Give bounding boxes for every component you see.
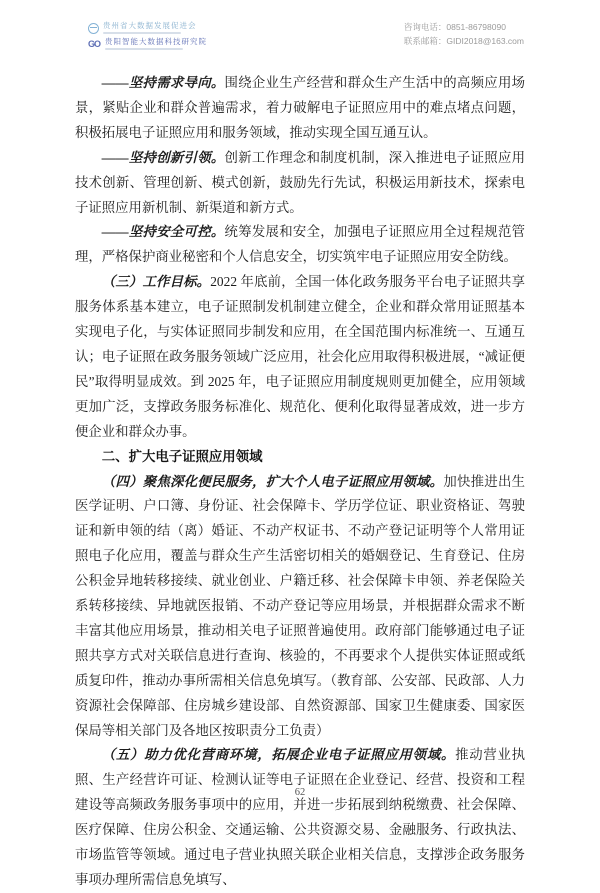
section-heading-expand-application: 二、扩大电子证照应用领域 <box>101 448 263 464</box>
paragraph-business-licenses <box>75 743 525 892</box>
paragraph-innovation-led <box>75 146 525 221</box>
paragraph-text: 加快推进出生医学证明、户口簿、身份证、社会保障卡、学历学位证、职业资格证、驾驶证和新申领的结（离）婚证、不动产权证书、不动产登记证明等个人常用证照电子化应用，覆盖与群众生产生活密切相关的婚姻登记、生育登记、住房公积金异地转移接续、就业创业、户籍迁移、社会保障卡申领、养老保险关系转移接续、异地就医报销、不动产登记等应用场景，并根据群众需求不断丰富其他应用场景，推动相关电子证照普遍使用。政府部门能够通过电子证照共享方式对关联信息进行查询、核验的，不再要求个人提供实体证照或纸质复印件，推动办事所需相关信息免填写。（教育部、公安部、民政部、人力资源社会保障部、住房城乡建设部、自然资源部、国家卫生健康委、国家医保局等相关部门及各地区按职责分工负责） <box>75 473 526 738</box>
paragraph-lead: ——坚持需求导向。 <box>101 75 225 90</box>
document-body <box>75 71 525 893</box>
contact-info <box>404 22 524 47</box>
paragraph-lead: ——坚持安全可控。 <box>101 224 225 240</box>
paragraph-demand-oriented <box>75 71 525 146</box>
paragraph-text: 围绕企业生产经营和群众生产生活中的高频应用场景，紧贴企业和群众普遍需求，着力破解电子证照应用中的难点堵点问题，积极拓展电子证照应用和服务领域，推动实现全国互通互认。 <box>75 75 526 140</box>
paragraph-text: 创新工作理念和制度机制，深入推进电子证照应用技术创新、管理创新、模式创新，鼓励先行先试，积极运用新技术，探索电子证照应用新机制、新渠道和新方式。 <box>75 149 526 215</box>
paragraph-text: 统筹发展和安全，加强电子证照应用全过程规范管理，严格保护商业秘密和个人信息安全，切实筑牢电子证照应用安全防线。 <box>75 224 526 265</box>
logo-block <box>88 22 207 50</box>
institute-name: 贵阳智能大数据科技研究院 <box>105 37 207 46</box>
page-header <box>88 22 524 50</box>
go-logo-icon: GO <box>88 38 101 49</box>
paragraph-lead: （三）工作目标。 <box>101 274 211 290</box>
paragraph-text: 2022 年底前，全国一体化政务服务平台电子证照共享服务体系基本建立，电子证照制发机制建立健全，企业和群众常用证照基本实现电子化，与实体证照同步制发和应用，在全国范围内标准统一、互通互认；电子证照在政务服务领域广泛应用，社会化应用取得积极进展，“减证便民”取得明显成效。到 2025 年，电子证照应用制度规则更加健全，应用领域更加广泛，支撑政务服务标准化、规范化、便利化取得显著成效，进一步方便企业和群众办事。 <box>75 274 525 439</box>
logo-row-institute <box>88 38 207 50</box>
contact-phone: 咨询电话：0851-86798090 <box>403 22 506 32</box>
paragraph-work-goals <box>75 270 525 444</box>
paragraph-text: 推动营业执照、生产经营许可证、检测认证等电子证照在企业登记、经营、投资和工程建设等高频政务服务事项中的应用，并进一步拓展到纳税缴费、社会保障、医疗保障、住房公积金、交通运输、公共资源交易、金融服务、行政执法、市场监管等领域。通过电子营业执照关联企业相关信息，支撑涉企政务服务事项办理所需信息免填写、 <box>75 747 526 887</box>
association-name: 贵州省大数据发展促进会 <box>103 21 197 30</box>
paragraph-personal-licenses <box>75 470 525 744</box>
paragraph-security-controllable <box>75 220 525 270</box>
page-number: 62 <box>294 787 306 798</box>
paragraph-lead: （五）助力优化营商环境，拓展企业电子证照应用领域。 <box>101 747 456 763</box>
logo-row-association <box>88 22 207 34</box>
contact-email: 联系邮箱：GIDI2018@163.com <box>403 36 524 46</box>
association-subtitle-bar <box>103 32 181 34</box>
institute-subtitle-bar <box>105 48 183 50</box>
globe-logo-icon <box>88 23 99 34</box>
paragraph-lead: （四）聚焦深化便民服务，扩大个人电子证照应用领域。 <box>101 473 444 489</box>
paragraph-lead: ——坚持创新引领。 <box>101 149 225 165</box>
